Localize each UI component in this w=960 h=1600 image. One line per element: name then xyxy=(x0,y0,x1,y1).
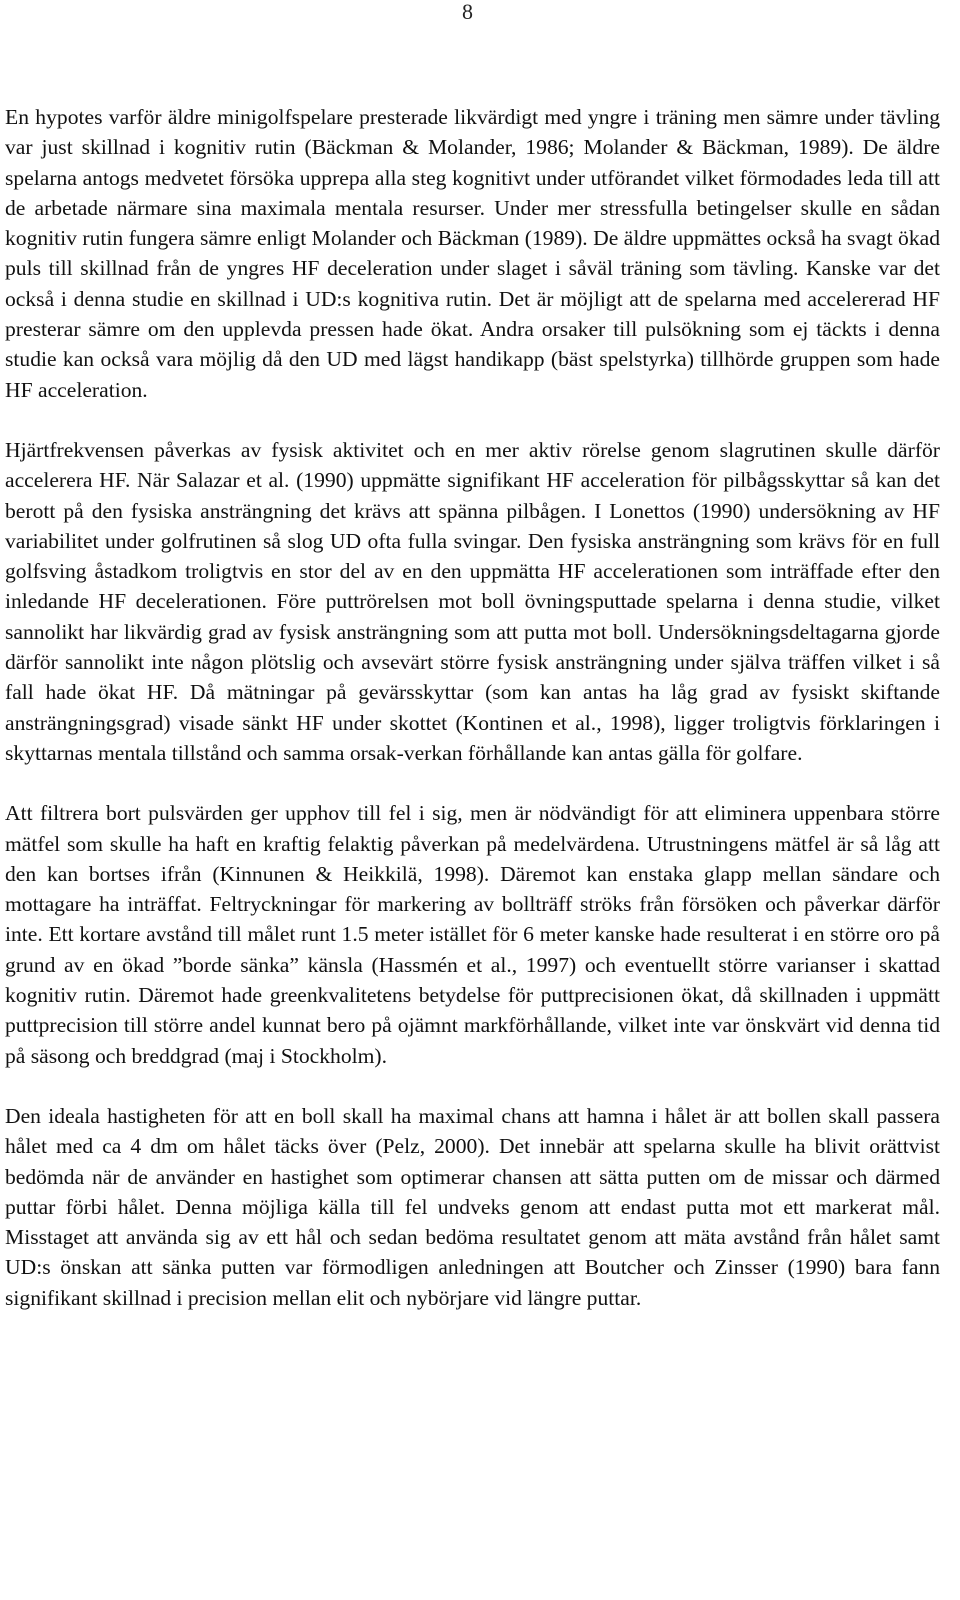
paragraph-cognitive-routine: En hypotes varför äldre minigolfspelare presterade likvärdigt med yngre i träning men sämre under tävling var just skillnad i kognitiv rutin (Bäckman & Molander, 1986; Molander & Bäckman, 1989). De äldre spelarna antogs medvetet försöka upprepa alla steg kognitivt under utförandet vilket förmodades leda till att de arbetade närmare sina maximala mentala resurser. Under mer stressfulla betingelser skulle en sådan kognitiv rutin fungera sämre enligt Molander och Bäckman (1989). De äldre uppmättes också ha svagt ökad puls till skillnad från de yngres HF deceleration under slaget i såväl träning som tävling. Kanske var det också i denna studie en skillnad i UD:s kognitiva rutin. Det är möjligt att de spelarna med accelererad HF presterar sämre om den upplevda pressen hade ökat. Andra orsaker till pulsökning som ej täckts i denna studie kan också vara möjlig då den UD med lägst handikapp (bäst spelstyrka) tillhörde gruppen som hade HF acceleration. xyxy=(5,105,940,402)
paragraph-measurement-error: Att filtrera bort pulsvärden ger upphov till fel i sig, men är nödvändigt för att eliminera uppenbara större mätfel som skulle ha haft en kraftig felaktig påverkan på medelvärdena. Utrustningens mätfel är så låg att den kan bortses ifrån (Kinnunen & Heikkilä, 1998). Däremot kan enstaka glapp mellan sändare och mottagare ha inträffat. Feltryckningar för markering av bollträff ströks från försöken och påverkar därför inte. Ett kortare avstånd till målet runt 1.5 meter istället för 6 meter kanske hade resulterat i en större oro på grund av en ökad ”borde sänka” känsla (Hassmén et al., 1997) och eventuellt större varianser i skattad kognitiv rutin. Däremot hade greenkvalitetens betydelse för puttprecisionen ökat, då skillnaden i uppmätt puttprecision till större andel kunnat bero på ojämnt markförhållande, vilket inte var önskvärt vid denna tid på säsong och breddgrad (maj i Stockholm). xyxy=(5,801,940,1068)
page-number: 8 xyxy=(462,0,473,24)
body-text xyxy=(5,102,940,1313)
paragraph-ideal-speed: Den ideala hastigheten för att en boll skall ha maximal chans att hamna i hålet är att bollen skall passera hålet med ca 4 dm om hålet täcks över (Pelz, 2000). Det innebär att spelarna skulle ha blivit orättvist bedömda när de använder en hastighet som optimerar chansen att sätta putten om de missar och därmed puttar förbi hålet. Denna möjliga källa till fel undveks genom att endast putta mot ett markerat mål. Misstaget att använda sig av ett hål och sedan bedöma resultatet genom att mäta avstånd från hålet samt UD:s önskan att sänka putten var förmodligen anledningen att Boutcher och Zinsser (1990) bara fann signifikant skillnad i precision mellan elit och nybörjare vid längre puttar. xyxy=(5,1103,940,1310)
paragraph-physical-activity: Hjärtfrekvensen påverkas av fysisk aktivitet och en mer aktiv rörelse genom slagrutinen skulle därför accelerera HF. När Salazar et al. (1990) uppmätte signifikant HF acceleration för pilbågsskyttar så kan det berott på den fysiska ansträngning det krävs att spänna pilbågen. I Lonettos (1990) undersökning av HF variabilitet under golfrutinen så slog UD ofta fulla svingar. Den fysiska ansträngning som krävs för en full golfsving åstadkom troligtvis en stor del av en den uppmätta HF accelerationen som inträffade efter den inledande HF decelerationen. Före puttrörelsen mot boll övningsputtade spelarna i denna studie, vilket sannolikt har likvärdig grad av fysisk ansträngning som att putta mot boll. Undersökningsdeltagarna gjorde därför sannolikt inte någon plötslig och avsevärt större fysisk ansträngning under själva träffen vilket i så fall hade ökat HF. Då mätningar på gevärsskyttar (som kan antas ha låg grad av fysiskt skiftande ansträngningsgrad) visade sänkt HF under skottet (Kontinen et al., 1998), ligger troligtvis förklaringen i skyttarnas mentala tillstånd och samma orsak-verkan förhållande kan antas gälla för golfare. xyxy=(5,437,940,765)
